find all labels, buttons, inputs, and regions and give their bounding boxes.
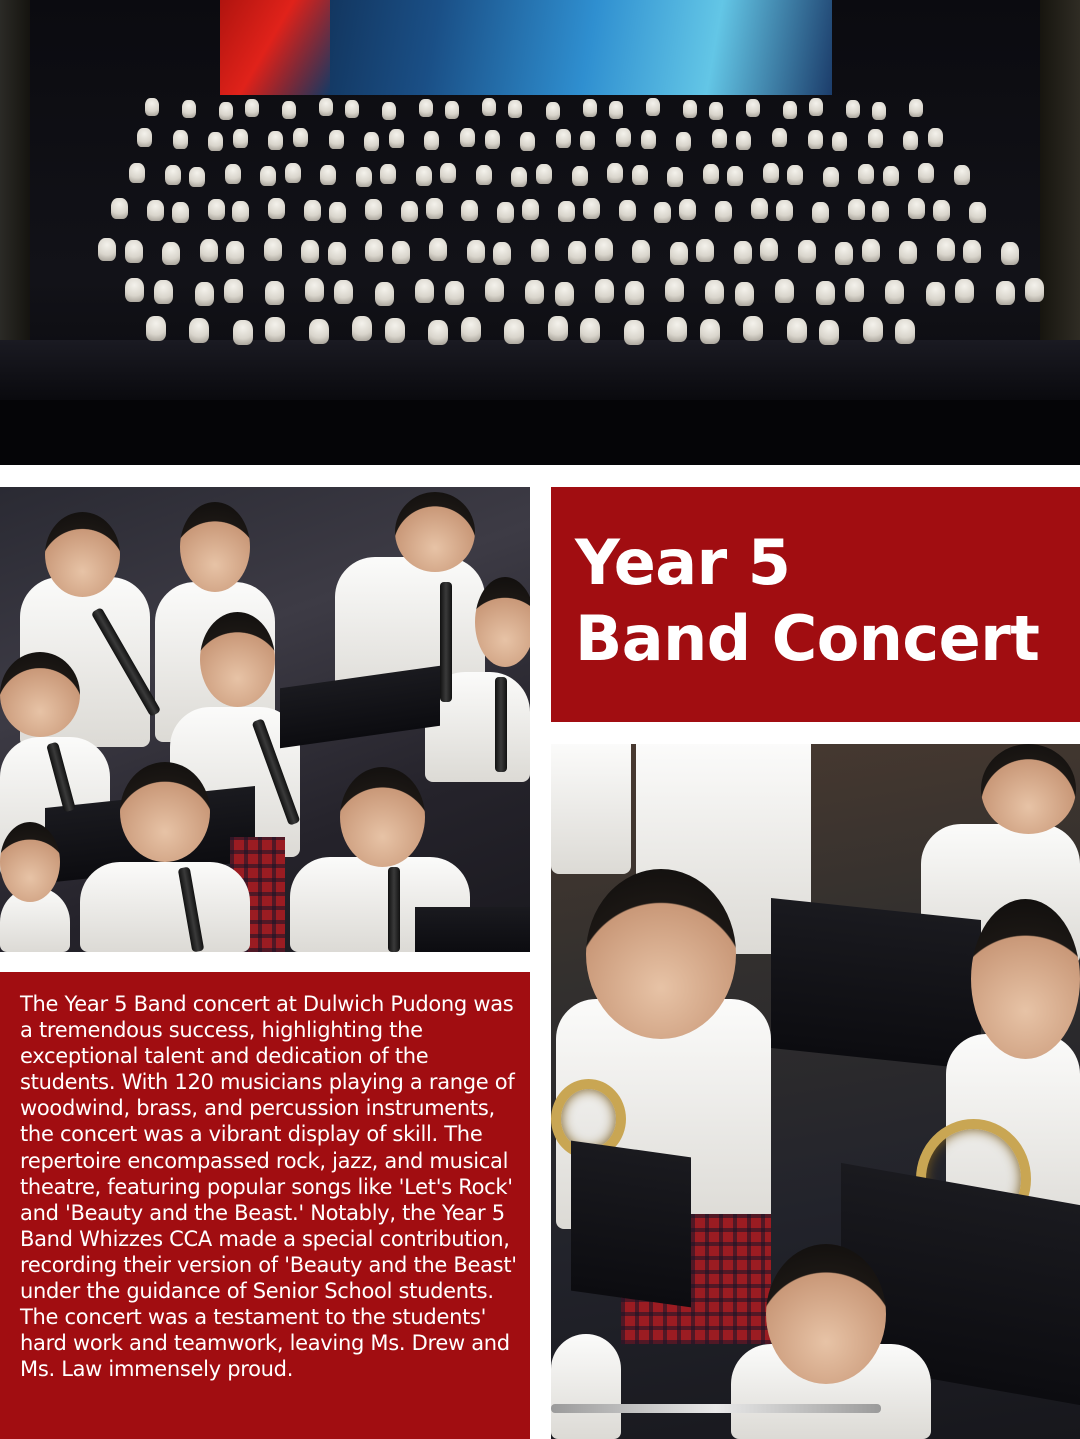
band-member xyxy=(319,98,333,116)
band-member xyxy=(352,316,372,341)
band-member xyxy=(616,128,631,147)
band-member xyxy=(224,279,243,303)
band-member xyxy=(293,128,308,147)
band-member xyxy=(751,198,768,219)
band-member xyxy=(189,167,205,187)
stage-band-photo xyxy=(0,0,1080,465)
band-member xyxy=(883,166,899,186)
student-head xyxy=(0,822,60,902)
band-member xyxy=(268,198,285,219)
band-member xyxy=(848,199,865,220)
band-member xyxy=(872,201,889,222)
band-member xyxy=(309,319,329,344)
band-member xyxy=(808,130,823,149)
band-member xyxy=(219,102,233,120)
student-head xyxy=(200,612,275,707)
band-member xyxy=(424,131,439,150)
clarinet xyxy=(440,582,452,702)
band-member xyxy=(955,279,974,303)
band-member xyxy=(735,282,754,306)
band-member xyxy=(727,166,743,186)
band-member xyxy=(863,317,883,342)
student-head xyxy=(971,899,1080,1059)
band-member xyxy=(329,202,346,223)
band-member xyxy=(558,201,575,222)
band-member xyxy=(868,129,883,148)
band-member xyxy=(445,281,464,305)
band-member xyxy=(909,99,923,117)
band-member xyxy=(862,239,880,262)
band-member xyxy=(700,319,720,344)
music-stand xyxy=(571,1141,691,1308)
band-member xyxy=(683,100,697,118)
band-member xyxy=(595,279,614,303)
band-member xyxy=(389,129,404,148)
band-member xyxy=(885,280,904,304)
band-member xyxy=(619,200,636,221)
band-member xyxy=(264,238,282,261)
band-member xyxy=(734,241,752,264)
band-member xyxy=(1001,242,1019,265)
band-member xyxy=(709,102,723,120)
band-member xyxy=(667,167,683,187)
band-member xyxy=(996,281,1015,305)
clarinet xyxy=(388,867,400,952)
band-member xyxy=(365,239,383,262)
band-member xyxy=(345,100,359,118)
student-head xyxy=(981,744,1076,834)
band-member xyxy=(908,198,925,219)
band-member xyxy=(641,130,656,149)
band-member xyxy=(667,317,687,342)
band-member xyxy=(461,317,481,342)
band-member xyxy=(146,316,166,341)
student-shirt xyxy=(80,862,250,952)
band-member xyxy=(416,166,432,186)
student-head xyxy=(45,512,120,597)
band-member xyxy=(670,242,688,265)
band-member xyxy=(328,242,346,265)
band-member xyxy=(200,239,218,262)
band-member xyxy=(787,165,803,185)
band-member xyxy=(268,131,283,150)
band-member xyxy=(933,200,950,221)
band-member xyxy=(189,318,209,343)
band-member xyxy=(182,100,196,118)
band-member xyxy=(583,99,597,117)
band-member xyxy=(954,165,970,185)
band-member xyxy=(208,132,223,151)
stage-screen-red-accent xyxy=(220,0,330,95)
band-member xyxy=(546,102,560,120)
band-member xyxy=(899,241,917,264)
description-text: The Year 5 Band concert at Dulwich Pudong was a tremendous success, highlighting the exceptional talent and dedication of the students. With 120 musicians playing a range of woodwind, brass, and percussion instruments, the concert was a vibrant display of skill. The repertoire encompassed rock, jazz, and musical theatre, featuring popular songs like 'Let's Rock' and 'Beauty and the Beast.' Notably, the Year 5 Band Whizzes CCA made a special contribution, recording their version of 'Beauty and the Beast' under the guidance of Senior School students. The concert was a testament to the students' hard work and teamwork, leaving Ms. Drew and Ms. Law immensely proud. xyxy=(20,992,517,1382)
band-member xyxy=(208,199,225,220)
band-member xyxy=(775,279,794,303)
band-member xyxy=(245,99,259,117)
band-member xyxy=(812,202,829,223)
clarinet-players-photo xyxy=(0,487,530,952)
band-member xyxy=(385,318,405,343)
band-member xyxy=(918,163,934,183)
band-member xyxy=(776,200,793,221)
band-member xyxy=(646,98,660,116)
band-member xyxy=(632,165,648,185)
title-panel xyxy=(551,487,1080,722)
band-member xyxy=(525,280,544,304)
band-member xyxy=(305,278,324,302)
title-line-2: Band Concert xyxy=(575,602,1040,675)
band-member xyxy=(872,102,886,120)
band-member xyxy=(401,201,418,222)
band-member xyxy=(428,320,448,345)
band-member xyxy=(382,102,396,120)
band-member xyxy=(823,167,839,187)
band-member xyxy=(937,238,955,261)
student-head xyxy=(340,767,425,867)
band-member xyxy=(625,281,644,305)
band-member xyxy=(485,278,504,302)
band-member xyxy=(154,280,173,304)
band-member xyxy=(334,280,353,304)
band-member xyxy=(572,166,588,186)
band-member xyxy=(429,238,447,261)
band-member xyxy=(98,238,116,261)
band-member xyxy=(461,200,478,221)
band-member xyxy=(260,166,276,186)
band-member xyxy=(798,240,816,263)
band-member xyxy=(329,130,344,149)
band-member xyxy=(819,320,839,345)
band-member xyxy=(485,130,500,149)
band-member xyxy=(746,99,760,117)
band-member xyxy=(125,240,143,263)
student-head xyxy=(586,869,736,1039)
band-member xyxy=(137,128,152,147)
band-member xyxy=(129,163,145,183)
orchestra-pit xyxy=(0,400,1080,465)
band-member xyxy=(125,278,144,302)
band-member xyxy=(172,202,189,223)
band-member xyxy=(963,240,981,263)
band-member xyxy=(809,98,823,116)
band-member xyxy=(531,239,549,262)
band-member xyxy=(173,130,188,149)
band-member xyxy=(595,238,613,261)
band-member xyxy=(285,163,301,183)
band-member xyxy=(654,202,671,223)
student-head xyxy=(475,577,530,667)
band-member xyxy=(320,165,336,185)
band-member xyxy=(763,163,779,183)
band-member xyxy=(536,164,552,184)
student-shirt xyxy=(551,744,631,874)
band-member xyxy=(580,318,600,343)
band-member xyxy=(380,164,396,184)
band-member xyxy=(926,282,945,306)
band-member xyxy=(568,241,586,264)
band-member xyxy=(835,242,853,265)
band-member xyxy=(772,128,787,147)
band-member xyxy=(440,163,456,183)
band-member xyxy=(356,167,372,187)
band-member xyxy=(365,199,382,220)
band-member xyxy=(760,238,778,261)
music-stand xyxy=(771,898,981,1070)
band-member xyxy=(145,98,159,116)
band-member xyxy=(743,316,763,341)
band-member xyxy=(816,281,835,305)
student-head xyxy=(0,652,80,737)
title-line-1: Year 5 xyxy=(575,526,791,599)
band-member xyxy=(508,100,522,118)
band-member xyxy=(195,282,214,306)
band-member xyxy=(522,199,539,220)
band-member xyxy=(969,202,986,223)
band-member xyxy=(845,278,864,302)
band-member xyxy=(676,132,691,151)
student-head xyxy=(395,492,475,572)
band-member xyxy=(301,240,319,263)
student-head xyxy=(120,762,210,862)
band-member xyxy=(232,201,249,222)
band-member xyxy=(467,240,485,263)
band-member xyxy=(787,318,807,343)
student-head xyxy=(766,1244,886,1384)
band-member xyxy=(580,131,595,150)
band-member xyxy=(111,198,128,219)
band-member xyxy=(304,200,321,221)
band-member xyxy=(624,320,644,345)
band-member xyxy=(556,129,571,148)
band-member xyxy=(858,164,874,184)
band-member xyxy=(233,129,248,148)
band-member xyxy=(895,319,915,344)
horn-players-photo xyxy=(551,744,1080,1439)
band-member xyxy=(497,202,514,223)
band-member xyxy=(609,101,623,119)
music-stand xyxy=(280,666,440,748)
page-title xyxy=(575,525,1039,677)
band-member xyxy=(632,240,650,263)
band-member xyxy=(715,201,732,222)
band-member xyxy=(832,132,847,151)
band-member xyxy=(415,279,434,303)
band-member xyxy=(364,132,379,151)
band-member xyxy=(696,239,714,262)
band-member xyxy=(705,280,724,304)
description-panel xyxy=(0,972,530,1439)
band-member xyxy=(265,281,284,305)
band-member xyxy=(607,163,623,183)
band-member xyxy=(679,199,696,220)
flute xyxy=(551,1404,881,1413)
band-member xyxy=(147,200,164,221)
band-member xyxy=(1025,278,1044,302)
student-head xyxy=(180,502,250,592)
band-member xyxy=(504,319,524,344)
band-member xyxy=(226,241,244,264)
student-shirt xyxy=(551,1334,621,1439)
band-member xyxy=(375,282,394,306)
band-member xyxy=(846,100,860,118)
band-member xyxy=(162,242,180,265)
band-member xyxy=(426,198,443,219)
band-member xyxy=(460,128,475,147)
band-member xyxy=(233,320,253,345)
band-member xyxy=(165,165,181,185)
band-member xyxy=(583,198,600,219)
band-member xyxy=(265,317,285,342)
band-member xyxy=(903,131,918,150)
band-member xyxy=(476,165,492,185)
band-member xyxy=(282,101,296,119)
band-member xyxy=(703,164,719,184)
band-member xyxy=(511,167,527,187)
band-member xyxy=(445,101,459,119)
stage-floor xyxy=(0,340,1080,400)
band-member xyxy=(736,131,751,150)
band-member xyxy=(392,241,410,264)
band-member xyxy=(482,98,496,116)
band-member xyxy=(665,278,684,302)
music-stand xyxy=(415,907,530,952)
band-member xyxy=(548,316,568,341)
band-member xyxy=(520,132,535,151)
clarinet xyxy=(495,677,507,772)
band-member xyxy=(493,242,511,265)
band-member xyxy=(555,282,574,306)
band-member xyxy=(225,164,241,184)
band-member xyxy=(928,128,943,147)
band-member xyxy=(783,101,797,119)
band-member xyxy=(712,129,727,148)
band-member xyxy=(419,99,433,117)
